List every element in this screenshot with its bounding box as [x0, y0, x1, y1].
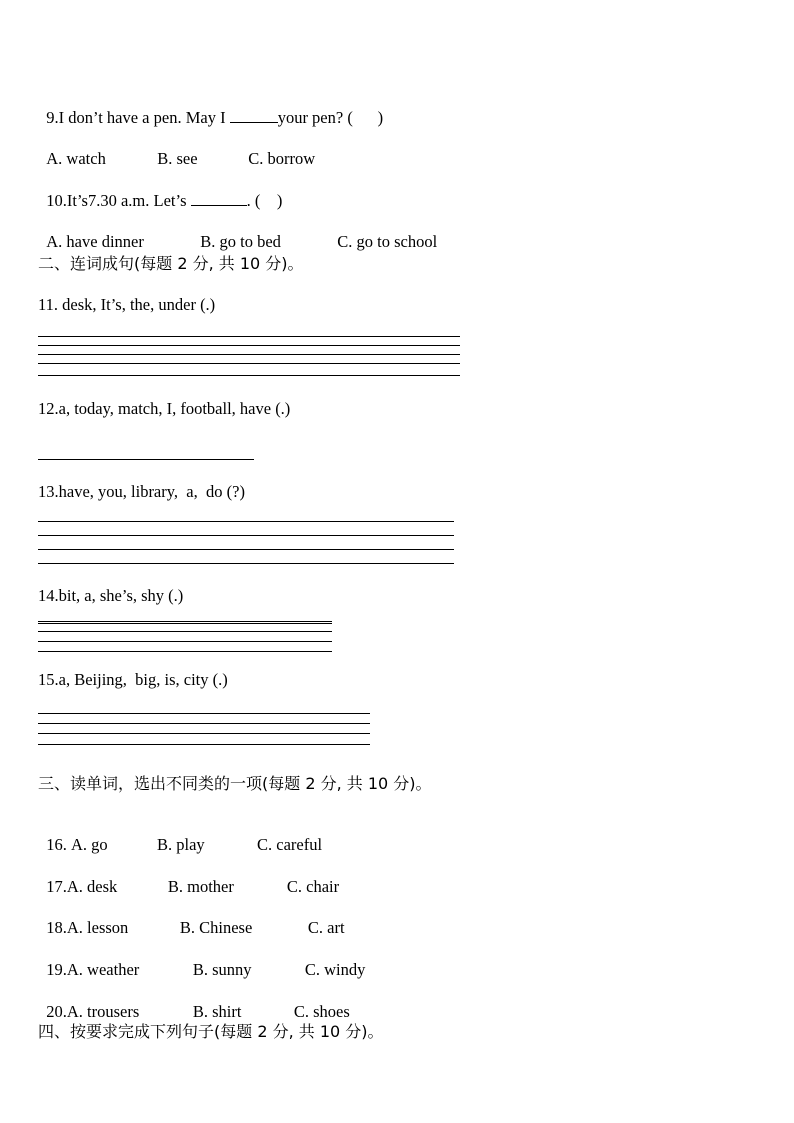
question-16-option-b: B. play	[157, 835, 205, 854]
question-13: 13.have, you, library, a, do (?)	[38, 482, 245, 501]
question-20-option-c: C. shoes	[293, 1002, 350, 1021]
answer-line	[38, 744, 370, 745]
question-10-option-a: A. have dinner	[46, 232, 144, 251]
question-9-text-start: 9.I don’t have a pen. May I	[46, 108, 230, 127]
question-17-option-a: A. desk	[66, 877, 118, 896]
question-17	[38, 857, 339, 897]
answer-line	[38, 521, 454, 522]
question-16-number: 16.	[46, 835, 71, 854]
question-20-option-b: B. shirt	[192, 1002, 242, 1021]
question-17-option-b: B. mother	[167, 877, 234, 896]
question-20-number: 20.	[46, 1002, 67, 1021]
answer-line	[38, 345, 460, 346]
question-16	[38, 815, 322, 855]
question-10	[38, 171, 282, 211]
question-18-option-a: A. lesson	[66, 918, 129, 937]
question-10-blank	[191, 191, 247, 206]
question-9-options	[38, 129, 315, 169]
answer-line	[38, 354, 460, 355]
question-17-option-c: C. chair	[286, 877, 340, 896]
answer-line	[38, 375, 460, 376]
question-9-option-c: C. borrow	[248, 149, 316, 168]
section-4-heading: 四、按要求完成下列句子(每题 2 分, 共 10 分)。	[38, 1022, 384, 1041]
answer-line	[38, 336, 460, 337]
question-19-option-b: B. sunny	[192, 960, 252, 979]
answer-line	[38, 621, 332, 622]
question-19	[38, 940, 365, 980]
answer-line	[38, 549, 454, 550]
answer-line	[38, 733, 370, 734]
section-2-heading: 二、连词成句(每题 2 分, 共 10 分)。	[38, 254, 304, 273]
question-9-text-end: your pen? ( )	[277, 108, 384, 127]
answer-line	[38, 459, 254, 460]
answer-line	[38, 641, 332, 642]
question-16-option-a: A. go	[71, 835, 108, 854]
answer-line	[38, 631, 332, 632]
answer-line	[38, 623, 332, 624]
question-10-text-end: . ( )	[246, 191, 283, 210]
question-19-option-c: C. windy	[304, 960, 366, 979]
question-11: 11. desk, It’s, the, under (.)	[38, 295, 216, 314]
question-12: 12.a, today, match, I, football, have (.)	[38, 399, 291, 418]
question-18-option-b: B. Chinese	[179, 918, 253, 937]
question-16-option-c: C. careful	[257, 835, 323, 854]
question-18-number: 18.	[46, 918, 67, 937]
question-15: 15.a, Beijing, big, is, city (.)	[38, 670, 228, 689]
question-19-option-a: A. weather	[66, 960, 140, 979]
answer-line	[38, 723, 370, 724]
question-14: 14.bit, a, she’s, shy (.)	[38, 586, 184, 605]
question-9	[38, 88, 383, 128]
question-18-option-c: C. art	[307, 918, 345, 937]
question-10-option-b: B. go to bed	[200, 232, 281, 251]
answer-line	[38, 563, 454, 564]
question-17-number: 17.	[46, 877, 67, 896]
answer-line	[38, 651, 332, 652]
question-9-option-b: B. see	[157, 149, 198, 168]
question-18	[38, 898, 345, 938]
question-19-number: 19.	[46, 960, 67, 979]
question-10-options	[38, 212, 437, 252]
question-10-option-c: C. go to school	[337, 232, 438, 251]
question-10-text-start: 10.It’s7.30 a.m. Let’s	[46, 191, 191, 210]
question-9-blank	[230, 108, 278, 123]
section-3-heading: 三、读单词，选出不同类的一项(每题 2 分, 共 10 分)。	[38, 774, 432, 793]
question-20-option-a: A. trousers	[66, 1002, 140, 1021]
question-20	[38, 982, 350, 1022]
answer-line	[38, 535, 454, 536]
answer-line	[38, 363, 460, 364]
answer-line	[38, 713, 370, 714]
question-9-option-a: A. watch	[46, 149, 106, 168]
